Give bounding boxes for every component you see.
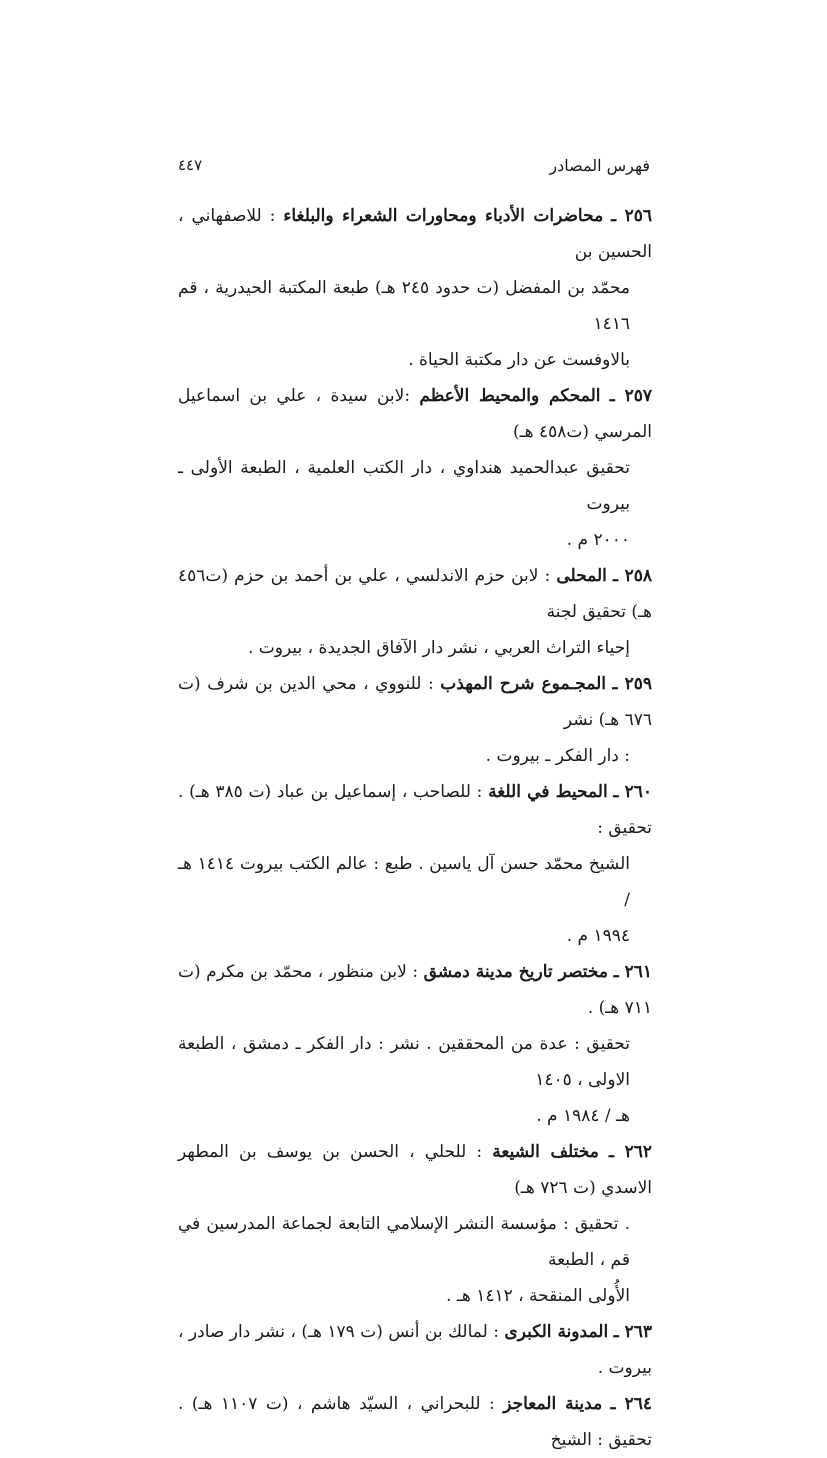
entry-text: : للاصفهاني ، الحسين بن [178,206,652,262]
bibliography-entry [178,1134,652,1314]
entry-number: ٢٥٦ ـ [611,206,653,226]
entry-text: : للحلي ، الحسن بن يوسف بن المطهر الاسدي (ت ٧٢٦ هـ) [178,1142,652,1198]
entry-number: ٢٦١ ـ [613,962,653,982]
entry-text: :لابن سيدة ، علي بن اسماعيل المرسي (ت٤٥٨ هـ) [178,386,652,442]
entry-text: الأُولى المنقحة ، ١٤١٢ هـ . [446,1286,630,1306]
entry-text: بالاوفست عن دار مكتبة الحياة . [408,350,630,370]
entry-text: الشيخ محمّد حسن آل ياسين . طبع : عالم الكتب بيروت ١٤١٤ هـ / [178,854,630,910]
entry-text: : للبحراني ، السيّد هاشم ، (ت ١١٠٧ هـ) . تحقيق : الشيخ [178,1394,652,1450]
entry-text: إحياء التراث العربي ، نشر دار الآفاق الجديدة ، بيروت . [248,638,630,658]
entry-text: : لمالك بن أنس (ت ١٧٩ هـ) ، نشر دار صادر ، بيروت . [178,1322,652,1378]
entry-title: المجـموع شرح المهذب [440,674,606,694]
entry-number: ٢٦٢ ـ [609,1142,653,1162]
bibliography-entry [178,378,652,558]
entry-title: المحلى [556,566,607,586]
entry-number: ٢٥٧ ـ [609,386,652,406]
page-title: فهرس المصادر [549,156,650,175]
bibliography-entry [178,1314,652,1386]
entry-text: تحقيق عبدالحميد هنداوي ، دار الكتب العلمية ، الطبعة الأولى ـ بيروت [178,458,630,514]
entry-text: : للنووي ، محي الدين بن شرف (ت ٦٧٦ هـ) نشر [178,674,652,730]
page-number: ٤٤٧ [178,156,203,174]
entry-text: تحقيق : عدة من المحققين . نشر : دار الفكر ـ دمشق ، الطبعة الاولى ، ١٤٠٥ [178,1034,630,1090]
bibliography-entry [178,198,652,378]
entry-text: هـ / ١٩٨٤ م . [536,1106,630,1126]
entry-title: المدونة الكبرى [504,1322,609,1342]
entry-text: . تحقيق : مؤسسة النشر الإسلامي التابعة لجماعة المدرسين في قم ، الطبعة [178,1214,630,1270]
entry-text: : لابن منظور ، محمّد بن مكرم (ت ٧١١ هـ) . [178,962,652,1018]
page-header [178,150,650,190]
bibliography-entry [178,774,652,954]
entry-number: ٢٥٩ ـ [612,674,653,694]
bibliography-entry [178,666,652,774]
entry-number: ٢٦٣ ـ [613,1322,652,1342]
bibliography-entry [178,1386,652,1458]
entry-text: : للصاحب ، إسماعيل بن عباد (ت ٣٨٥ هـ) . تحقيق : [178,782,652,838]
entry-title: المحكم والمحيط الأعظم [419,386,601,406]
bibliography-entry [178,954,652,1134]
entry-title: المحيط في اللغة [488,782,608,802]
entry-number: ٢٦٤ ـ [610,1394,653,1414]
entry-title: مختصر تاريخ مدينة دمشق [423,962,609,982]
entry-title: مختلف الشيعة [492,1142,599,1162]
entry-text: محمّد بن المفضل (ت حدود ٢٤٥ هـ) طبعة المكتبة الحيدرية ، قم ١٤١٦ [178,278,630,334]
entry-number: ٢٥٨ ـ [613,566,653,586]
entry-title: مدينة المعاجز [503,1394,603,1414]
entry-text: ٢٠٠٠ م . [566,530,630,550]
entry-number: ٢٦٠ ـ [613,782,653,802]
entry-text: : لابن حزم الاندلسي ، علي بن أحمد بن حزم (ت٤٥٦ هـ) تحقيق لجنة [178,566,652,622]
entry-text: ١٩٩٤ م . [566,926,630,946]
bibliography-list [178,198,652,1458]
entry-text: : دار الفكر ـ بيروت . [485,746,630,766]
bibliography-entry [178,558,652,666]
entry-title: محاضرات الأدباء ومحاورات الشعراء والبلغاء [283,206,604,226]
